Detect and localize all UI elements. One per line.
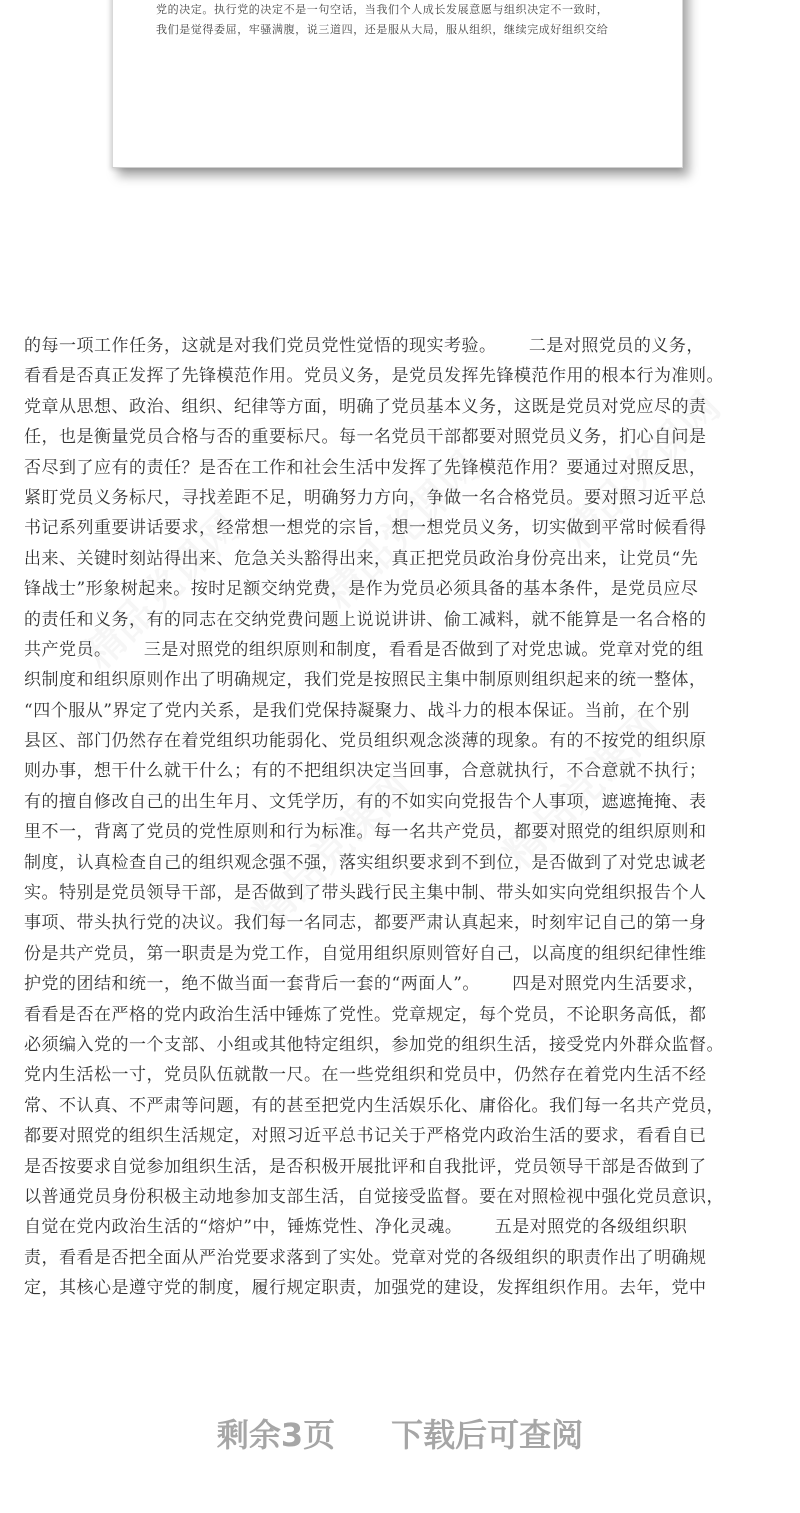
watermark: 精品党课网 — [245, 764, 420, 938]
preview-line: 党的决定。执行党的决定不是一句空话，当我们个人成长发展意愿与组织决定不一致时， — [156, 3, 609, 16]
text-line: 护党的团结和统一，绝不做当面一套背后一套的“两面人”。 四是对照党内生活要求， — [24, 974, 705, 995]
text-line: 的责任和义务，有的同志在交纳党费问题上说说讲讲、偷工减料，就不能算是一名合格的 — [24, 609, 707, 630]
text-line: 是否按要求自觉参加组织生活，是否积极开展批评和自我批评，党员领导干部是否做到了 — [24, 1156, 707, 1177]
previous-page-preview-card — [112, 0, 683, 168]
download-to-read-more-link[interactable] — [0, 1410, 800, 1456]
download-label[interactable]: 下载后可查阅 — [391, 1416, 584, 1454]
text-line: 责，看看是否把全面从严治党要求落到了实处。党章对党的各级组织的职责作出了明确规 — [24, 1247, 707, 1268]
text-line: 定，其核心是遵守党的制度，履行规定职责，加强党的建设，发挥组织作用。去年，党中 — [24, 1278, 707, 1299]
remaining-pages-label[interactable]: 剩余3页 — [216, 1416, 336, 1454]
text-line: 以普通党员身份积极主动地参加支部生活，自觉接受监督。要在对照检视中强化党员意识， — [24, 1186, 724, 1207]
text-line: 党章从思想、政治、组织、纪律等方面，明确了党员基本义务，这既是党员对党应尽的责 — [24, 396, 707, 417]
text-line: 制度，认真检查自己的组织观念强不强，落实组织要求到不到位，是否做到了对党忠诚老 — [24, 852, 707, 873]
text-line: 常、不认真、不严肃等问题，有的甚至把党内生活娱乐化、庸俗化。我们每一名共产党员， — [24, 1095, 724, 1116]
text-line: 看看是否在严格的党内政治生活中锤炼了党性。党章规定，每个党员，不论职务高低，都 — [24, 1004, 707, 1025]
text-line: “四个服从”界定了党内关系，是我们党保持凝聚力、战斗力的根本保证。当前，在个别 — [24, 700, 690, 721]
text-line: 看看是否真正发挥了先锋模范作用。党员义务，是党员发挥先锋模范作用的根本行为准则。 — [24, 366, 724, 387]
text-line: 否尽到了应有的责任？是否在工作和社会生活中发挥了先锋模范作用？要通过对照反思， — [24, 457, 707, 478]
preview-line: 我们是觉得委屈，牢骚满腹，说三道四，还是服从大局，服从组织，继续完成好组织交给 — [156, 23, 609, 36]
text-line: 锋战士”形象树起来。按时足额交纳党费，是作为党员必须具备的基本条件，是党员应尽 — [24, 579, 699, 600]
text-line: 事项、带头执行党的决议。我们每一名同志，都要严肃认真起来，时刻牢记自己的第一身 — [24, 913, 707, 934]
text-line: 紧盯党员义务标尺，寻找差距不足，明确努力方向，争做一名合格党员。要对照习近平总 — [24, 487, 707, 508]
text-line: 出来、关键时刻站得出来、危急关头豁得出来，真正把党员政治身份亮出来，让党员“先 — [24, 548, 699, 569]
text-line: 份是共产党员，第一职责是为党工作，自觉用组织原则管好自己，以高度的组织纪律性维 — [24, 943, 707, 964]
text-line: 实。特别是党员领导干部，是否做到了带头践行民主集中制、带头如实向党组织报告个人 — [24, 883, 707, 904]
document-body — [24, 331, 794, 1304]
text-line: 党内生活松一寸，党员队伍就散一尺。在一些党组织和党员中，仍然存在着党内生活不经 — [24, 1065, 707, 1086]
watermark: 精品党课网 — [315, 444, 490, 618]
text-line: 共产党员。 三是对照党的组织原则和制度，看看是否做到了对党忠诚。党章对党的组 — [24, 639, 704, 660]
text-line: 任，也是衡量党员合格与否的重要标尺。每一名党员干部都要对照党员义务，扪心自问是 — [24, 427, 707, 448]
text-line: 的每一项工作任务，这就是对我们党员党性觉悟的现实考验。 二是对照党员的义务， — [24, 336, 704, 356]
text-line: 则办事，想干什么就干什么；有的不把组织决定当回事，合意就执行，不合意就不执行； — [24, 761, 707, 782]
watermark: 精品党课网 — [555, 384, 730, 558]
text-line: 有的擅自修改自己的出生年月、文凭学历，有的不如实向党报告个人事项，遮遮掩掩、表 — [24, 791, 707, 812]
text-line: 里不一，背离了党员的党性原则和行为标准。每一名共产党员，都要对照党的组织原则和 — [24, 822, 707, 843]
text-line: 县区、部门仍然存在着党组织功能弱化、党员组织观念淡薄的现象。有的不按党的组织原 — [24, 731, 707, 752]
watermark: 精品党课网 — [75, 504, 250, 678]
text-line: 必须编入党的一个支部、小组或其他特定组织，参加党的组织生活，接受党内外群众监督。 — [24, 1034, 724, 1055]
text-line: 自觉在党内政治生活的“熔炉”中，锤炼党性、净化灵魂。 五是对照党的各级组织职 — [24, 1217, 688, 1238]
watermark: 精品党课网 — [495, 704, 670, 878]
text-line: 织制度和组织原则作出了明确规定，我们党是按照民主集中制原则组织起来的统一整体， — [24, 670, 707, 691]
text-line: 都要对照党的组织生活规定，对照习近平总书记关于严格党内政治生活的要求，看看自已 — [24, 1126, 707, 1147]
preview-text — [156, 0, 656, 40]
text-line: 书记系列重要讲话要求，经常想一想党的宗旨，想一想党员义务，切实做到平常时候看得 — [24, 518, 707, 539]
